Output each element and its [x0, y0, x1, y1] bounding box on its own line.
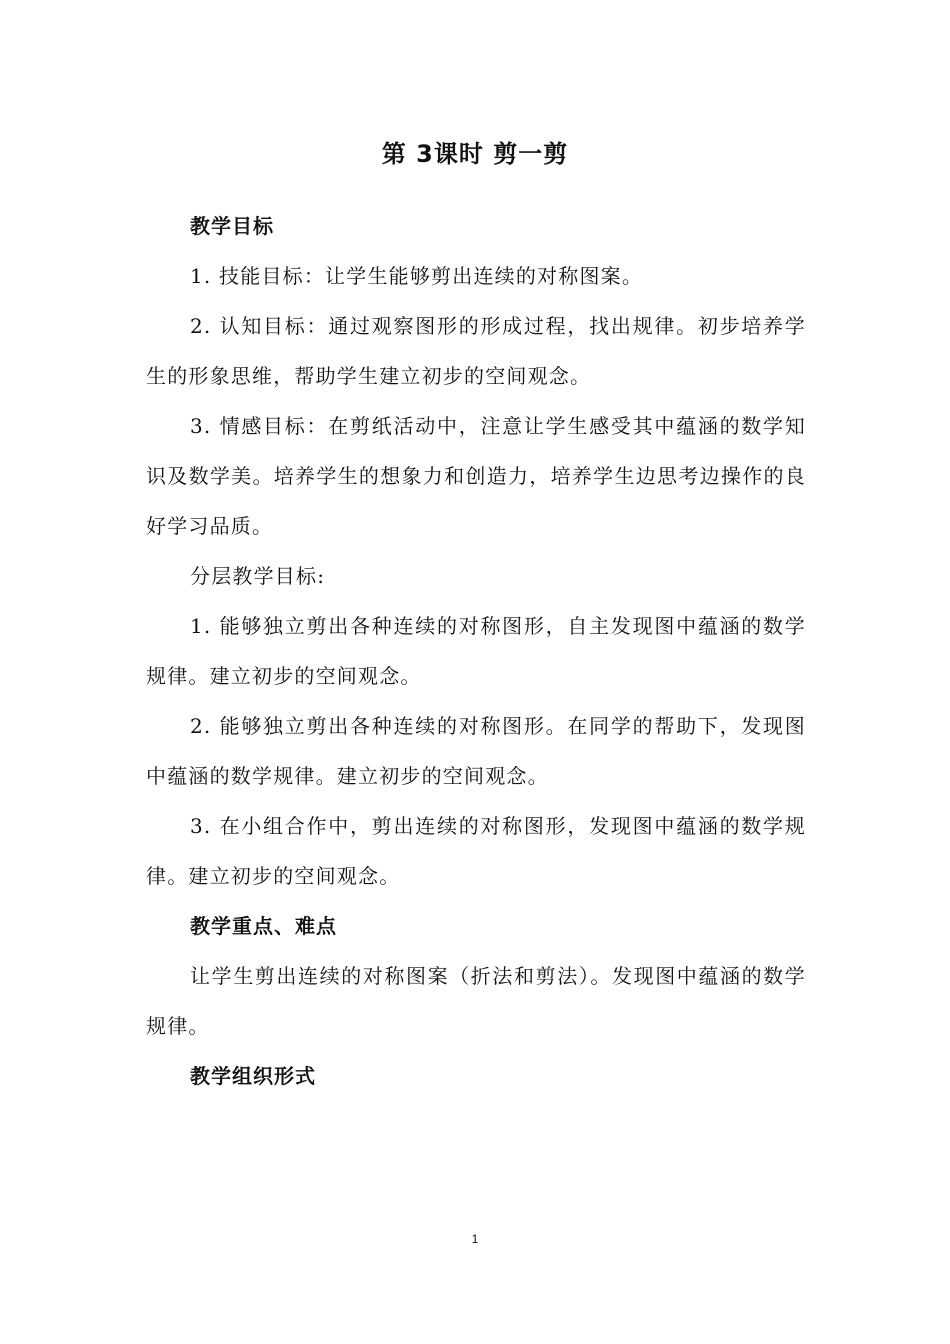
tiered-objectives-heading: 分层教学目标:: [190, 564, 326, 588]
key-points-text: 让学生剪出连续的对称图案（折法和剪法）。发现图中蕴涵的数学规律。: [146, 964, 806, 1038]
document-body: [146, 201, 806, 1101]
objectives-heading: 教学目标: [190, 214, 274, 238]
objective-3: 3. 情感目标：在剪纸活动中，注意让学生感受其中蕴涵的数学知识及数学美。培养学生的想象力和创造力，培养学生边思考边操作的良好学习品质。: [146, 414, 806, 538]
objective-1: 1. 技能目标：让学生能够剪出连续的对称图案。: [190, 264, 644, 288]
organization-heading: 教学组织形式: [190, 1064, 316, 1088]
tiered-objective-3: 3. 在小组合作中，剪出连续的对称图形，发现图中蕴涵的数学规律。建立初步的空间观念。: [146, 814, 806, 888]
page-title: 第 3课时 剪一剪: [381, 140, 569, 168]
tiered-objective-2: 2. 能够独立剪出各种连续的对称图形。在同学的帮助下，发现图中蕴涵的数学规律。建立初步的空间观念。: [146, 714, 806, 788]
key-points-heading: 教学重点、难点: [190, 914, 337, 938]
page-number: 1: [471, 1232, 479, 1246]
objective-2: 2. 认知目标：通过观察图形的形成过程，找出规律。初步培养学生的形象思维，帮助学生建立初步的空间观念。: [146, 314, 806, 388]
tiered-objective-1: 1. 能够独立剪出各种连续的对称图形，自主发现图中蕴涵的数学规律。建立初步的空间观念。: [146, 614, 806, 688]
